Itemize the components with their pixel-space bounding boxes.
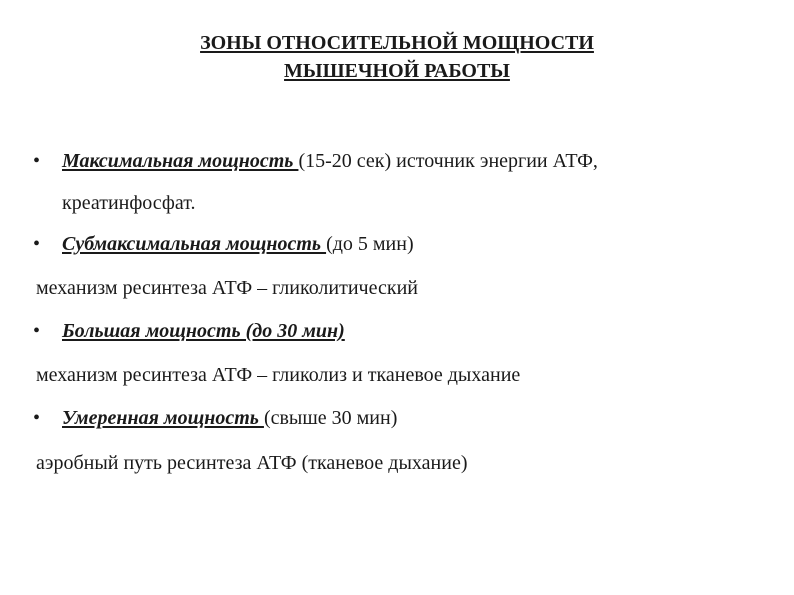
term-submaximal-power: Субмаксимальная мощность — [62, 233, 327, 255]
bullet-2: • — [33, 233, 41, 255]
detail-submaximal-power: (до 5 мин) — [326, 233, 414, 255]
detail-moderate-power: (свыше 30 мин) — [263, 407, 398, 429]
continuation-1: креатинфосфат. — [62, 192, 196, 214]
continuation-4: аэробный путь ресинтеза АТФ (тканевое дыхание) — [36, 452, 468, 474]
continuation-3: механизм ресинтеза АТФ – гликолиз и тканевое дыхание — [36, 364, 521, 386]
title-line-2: МЫШЕЧНОЙ РАБОТЫ — [284, 60, 510, 82]
detail-maximal-power: (15-20 сек) источник энергии АТФ, — [298, 150, 598, 172]
title-line-1: ЗОНЫ ОТНОСИТЕЛЬНОЙ МОЩНОСТИ — [200, 32, 594, 54]
term-maximal-power: Максимальная мощность — [62, 150, 299, 172]
list-item-2 — [62, 231, 414, 257]
list-item-3 — [62, 318, 345, 344]
list-item-4 — [62, 405, 397, 431]
term-moderate-power: Умеренная мощность — [62, 407, 264, 429]
list-item-1 — [62, 148, 598, 174]
continuation-2: механизм ресинтеза АТФ – гликолитический — [36, 277, 418, 299]
bullet-4: • — [33, 407, 41, 429]
bullet-3: • — [33, 320, 41, 342]
term-high-power: Большая мощность (до 30 мин) — [62, 320, 345, 342]
bullet-1: • — [33, 150, 41, 172]
